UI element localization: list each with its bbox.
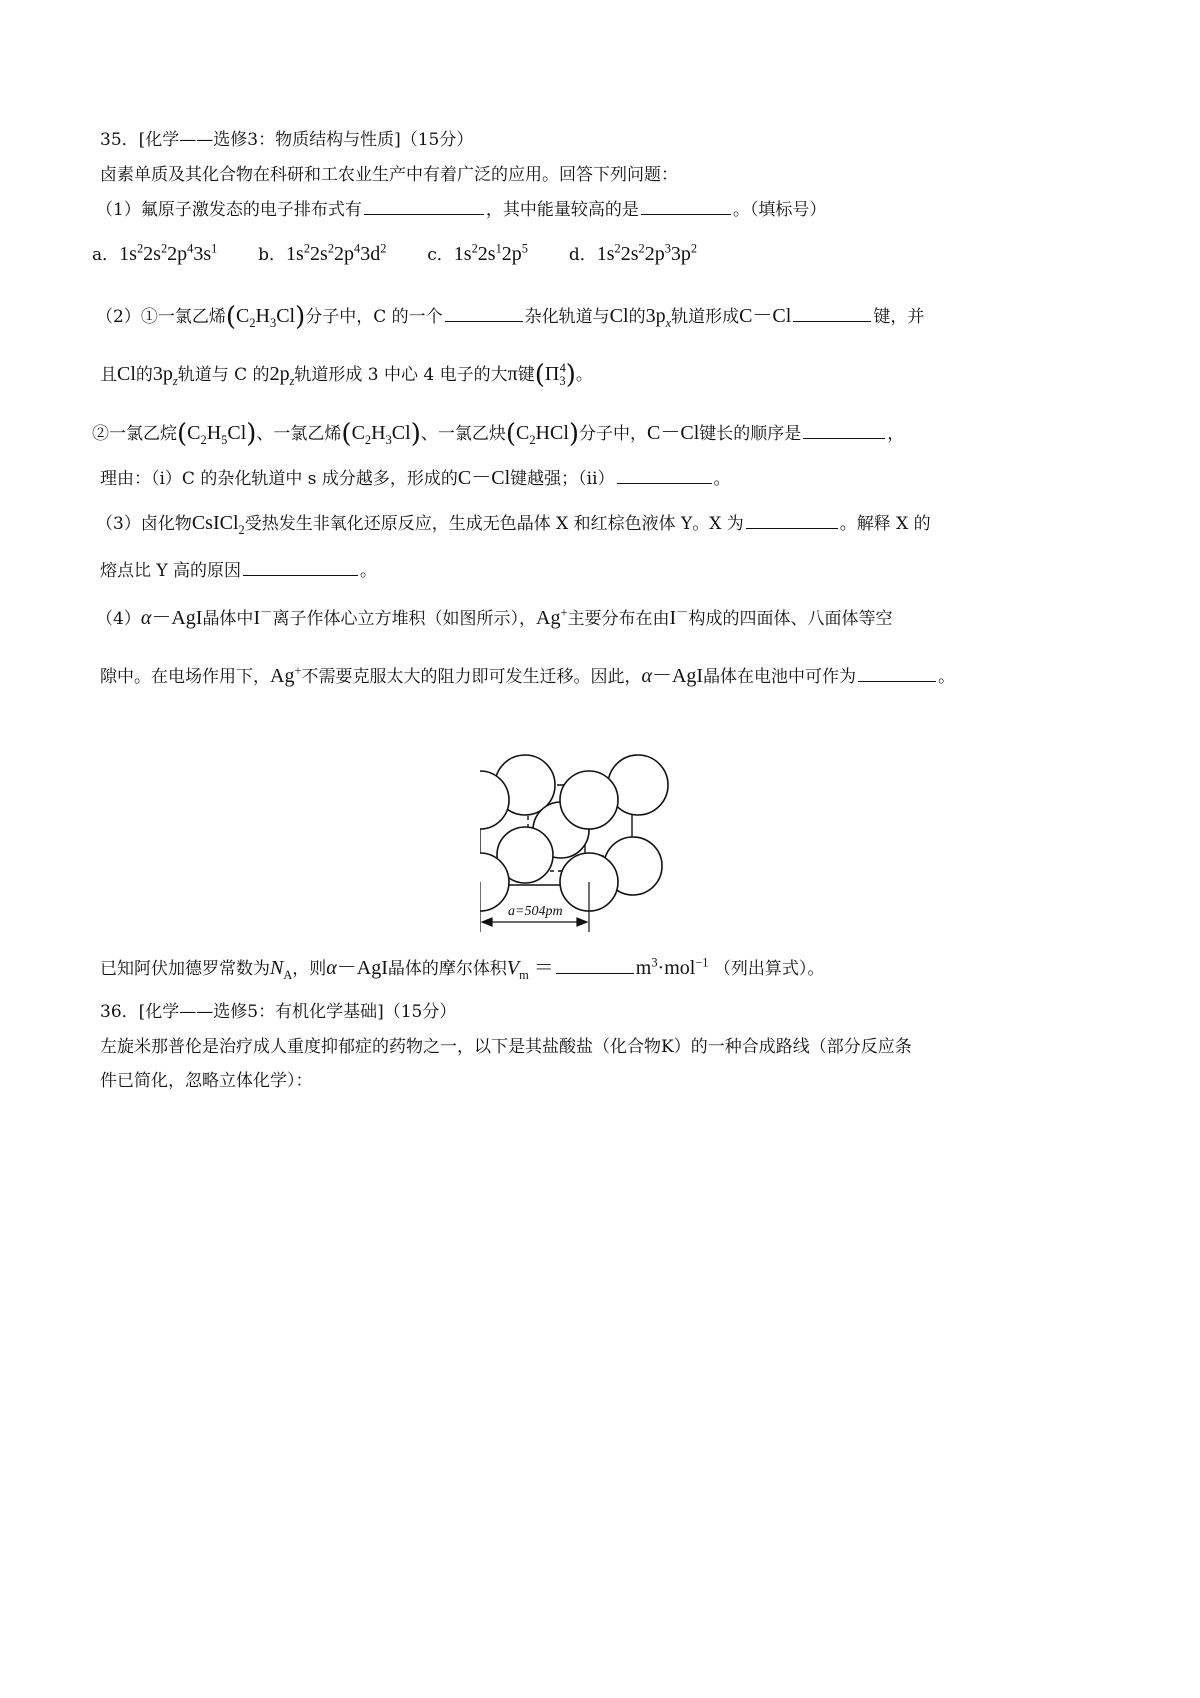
formula-pi-3-4: $\Pi_3^4$ — [544, 361, 566, 388]
text-span: 。解释 X 的 — [839, 514, 931, 534]
formula-2pz: $2p_z$ — [269, 363, 295, 388]
text-span: 熔点比 Y 高的原因 — [100, 561, 242, 581]
formula-unit: $m^3\cdot mol^{-1}$ — [635, 955, 709, 979]
text-span: 受热发生非氧化还原反应，生成无色晶体 X 和红棕色液体 Y。X 为 — [244, 514, 744, 534]
text-span: ②一氯乙烷 — [92, 424, 177, 444]
option-value: $1s^22s^22p^43s^1$ — [119, 241, 218, 265]
text-span: 。 — [938, 667, 956, 687]
answer-blank[interactable] — [243, 574, 358, 576]
text-span: 隙中。在电场作用下， — [100, 667, 270, 687]
text-span: 轨道形成 3 中心 4 电子的大 — [294, 365, 508, 385]
option-value: $1s^22s^12p^5$ — [453, 241, 528, 265]
q36-intro-line1: 左旋米那普伦是治疗成人重度抑郁症的药物之一，以下是其盐酸盐（化合物K）的一种合成路线（部分反应条 — [100, 1037, 912, 1057]
q35-part4-line3 — [100, 955, 825, 982]
text-span: ， — [887, 424, 905, 444]
option-label: c． — [427, 245, 454, 265]
formula-pi: π — [507, 363, 518, 385]
option-label: a． — [92, 245, 120, 265]
lattice-parameter-label: a=504pm — [508, 904, 563, 919]
text-span: （2）①一氯乙烯 — [96, 307, 226, 327]
text-span: 。 — [575, 365, 593, 385]
text-span: 已知阿伏加德罗常数为 — [100, 959, 270, 979]
text-span: 杂化轨道与 — [524, 307, 610, 327]
answer-blank[interactable] — [364, 213, 484, 215]
formula-alpha-agi: α－AgI — [326, 957, 388, 979]
text-span: 不需要克服太大的阻力即可发生迁移。因此， — [301, 667, 642, 687]
answer-blank[interactable] — [445, 320, 523, 322]
formula-ag-plus: Ag+ — [536, 605, 568, 629]
text-span: （3）卤化物 — [96, 514, 192, 534]
q35-part1-text: 。（填标号） — [732, 200, 827, 220]
q35-part4-line1 — [96, 605, 893, 629]
dimension-arrowhead — [482, 918, 492, 926]
formula-c2h3cl: $C_2H_3Cl$ — [351, 422, 411, 447]
text-span: 的 — [628, 307, 646, 327]
text-span: 理由：（ⅰ）C 的杂化轨道中 s 成分越多，形成的 — [100, 469, 458, 489]
formula-3px: $3p_x$ — [645, 305, 672, 330]
answer-blank[interactable] — [858, 680, 936, 682]
formula-ag-plus: Ag+ — [270, 663, 302, 687]
formula-alpha-agi: α－AgI — [641, 665, 704, 687]
formula-i-minus: I－ — [669, 605, 689, 629]
q35-part3-line2 — [100, 563, 377, 580]
answer-blank[interactable] — [746, 527, 838, 529]
option-value: $1s^22s^22p^33p^2$ — [596, 241, 698, 265]
text-span: 的 — [135, 365, 153, 385]
text-span: 键，并 — [873, 307, 925, 327]
text-span: 晶体在电池中可作为 — [703, 667, 857, 687]
text-span: 构成的四面体、八面体等空 — [688, 609, 893, 629]
answer-blank[interactable] — [617, 482, 712, 484]
formula-i-minus: I－ — [253, 605, 273, 629]
formula-c-cl: C－Cl — [739, 305, 792, 327]
formula-alpha-agi: α－AgI — [140, 607, 203, 629]
text-span: 键长的顺序是 — [699, 424, 802, 444]
option-label: b． — [258, 245, 287, 265]
formula-vm: $V_m$ ＝ — [506, 957, 554, 982]
q35-intro: 卤素单质及其化合物在科研和工农业生产中有着广泛的应用。回答下列问题： — [100, 165, 678, 185]
text-span: 离子作体心立方堆积（如图所示）， — [272, 609, 536, 629]
formula-csicl2: CsICl$_2$ — [191, 512, 245, 537]
formula-c2h5cl: $C_2H_5Cl$ — [187, 422, 247, 447]
text-span: 分子中， — [579, 424, 648, 444]
dimension-arrowhead — [577, 918, 587, 926]
formula-3pz: $3p_z$ — [152, 363, 178, 388]
text-span: （4） — [96, 609, 141, 629]
text-span: （列出算式）。 — [713, 959, 825, 979]
formula-c-cl: C－Cl — [457, 467, 511, 489]
formula-c2h3cl: $C_2H_3Cl$ — [235, 305, 296, 330]
formula-c2hcl: $C_2HCl$ — [516, 422, 569, 447]
text-span: 、一氯乙烯 — [256, 424, 342, 444]
text-span: 分子中，C 的一个 — [305, 307, 443, 327]
answer-blank[interactable] — [641, 213, 731, 215]
text-span: 。 — [713, 469, 731, 489]
text-span: 主要分布在由 — [567, 609, 670, 629]
q35-part2-line3: ②一氯乙烷$(C_2H_5Cl)$、一氯乙烯$(C_2H_3Cl)$、一氯乙炔$(C_2HCl)$分子中，C－Cl键长的顺序是 ， — [92, 419, 905, 449]
text-span: 键越强；（ⅱ） — [510, 469, 615, 489]
answer-blank[interactable] — [793, 320, 871, 322]
option-label: d． — [568, 245, 597, 265]
q35-part2-line4 — [100, 468, 731, 488]
q36-intro-line2: 件已简化，忽略立体化学）： — [100, 1071, 313, 1091]
text-span: 且 — [100, 365, 117, 385]
answer-blank[interactable] — [556, 972, 634, 974]
atom-front-top-right — [560, 771, 618, 829]
q35-part1-question — [96, 202, 826, 219]
text-span: 轨道与 C 的 — [177, 365, 270, 385]
text-span: 。 — [360, 561, 378, 581]
option-value: $1s^22s^22p^43d^2$ — [286, 241, 387, 265]
q35-part3-line1 — [96, 512, 931, 537]
q36-heading: 36．[化学——选修5：有机化学基础]（15分） — [100, 1002, 457, 1022]
q35-heading: 35．[化学——选修3：物质结构与性质]（15分） — [100, 130, 474, 150]
answer-blank[interactable] — [803, 437, 885, 439]
formula-cl: Cl — [117, 363, 136, 385]
text-span: ，则 — [292, 959, 327, 979]
q35-options — [92, 241, 698, 265]
q35-part1-text: （1）氟原子激发态的电子排布式有 — [96, 200, 362, 220]
q35-part2-line1: （2）①一氯乙烯$(C_2H_3Cl)$分子中，C 的一个 杂化轨道与Cl的$3p_x$轨道形成C－Cl 键，并 — [96, 302, 925, 332]
q35-part4-line2 — [100, 663, 956, 687]
text-span: 轨道形成 — [671, 307, 740, 327]
formula-na: $N_A$ — [270, 957, 293, 982]
formula-c-cl: C－Cl — [647, 422, 700, 444]
text-span: 晶体的摩尔体积 — [387, 959, 507, 979]
q35-part2-line2: 且Cl的$3p_z$轨道与 C 的$2p_z$轨道形成 3 中心 4 电子的大π键$(\Pi_3^4)$。 — [100, 360, 593, 390]
formula-cl: Cl — [609, 305, 629, 327]
text-span: 键 — [517, 365, 535, 385]
text-span: 晶体中 — [202, 609, 254, 629]
q35-part1-text: ，其中能量较高的是 — [485, 200, 639, 220]
text-span: 、一氯乙炔 — [420, 424, 506, 444]
